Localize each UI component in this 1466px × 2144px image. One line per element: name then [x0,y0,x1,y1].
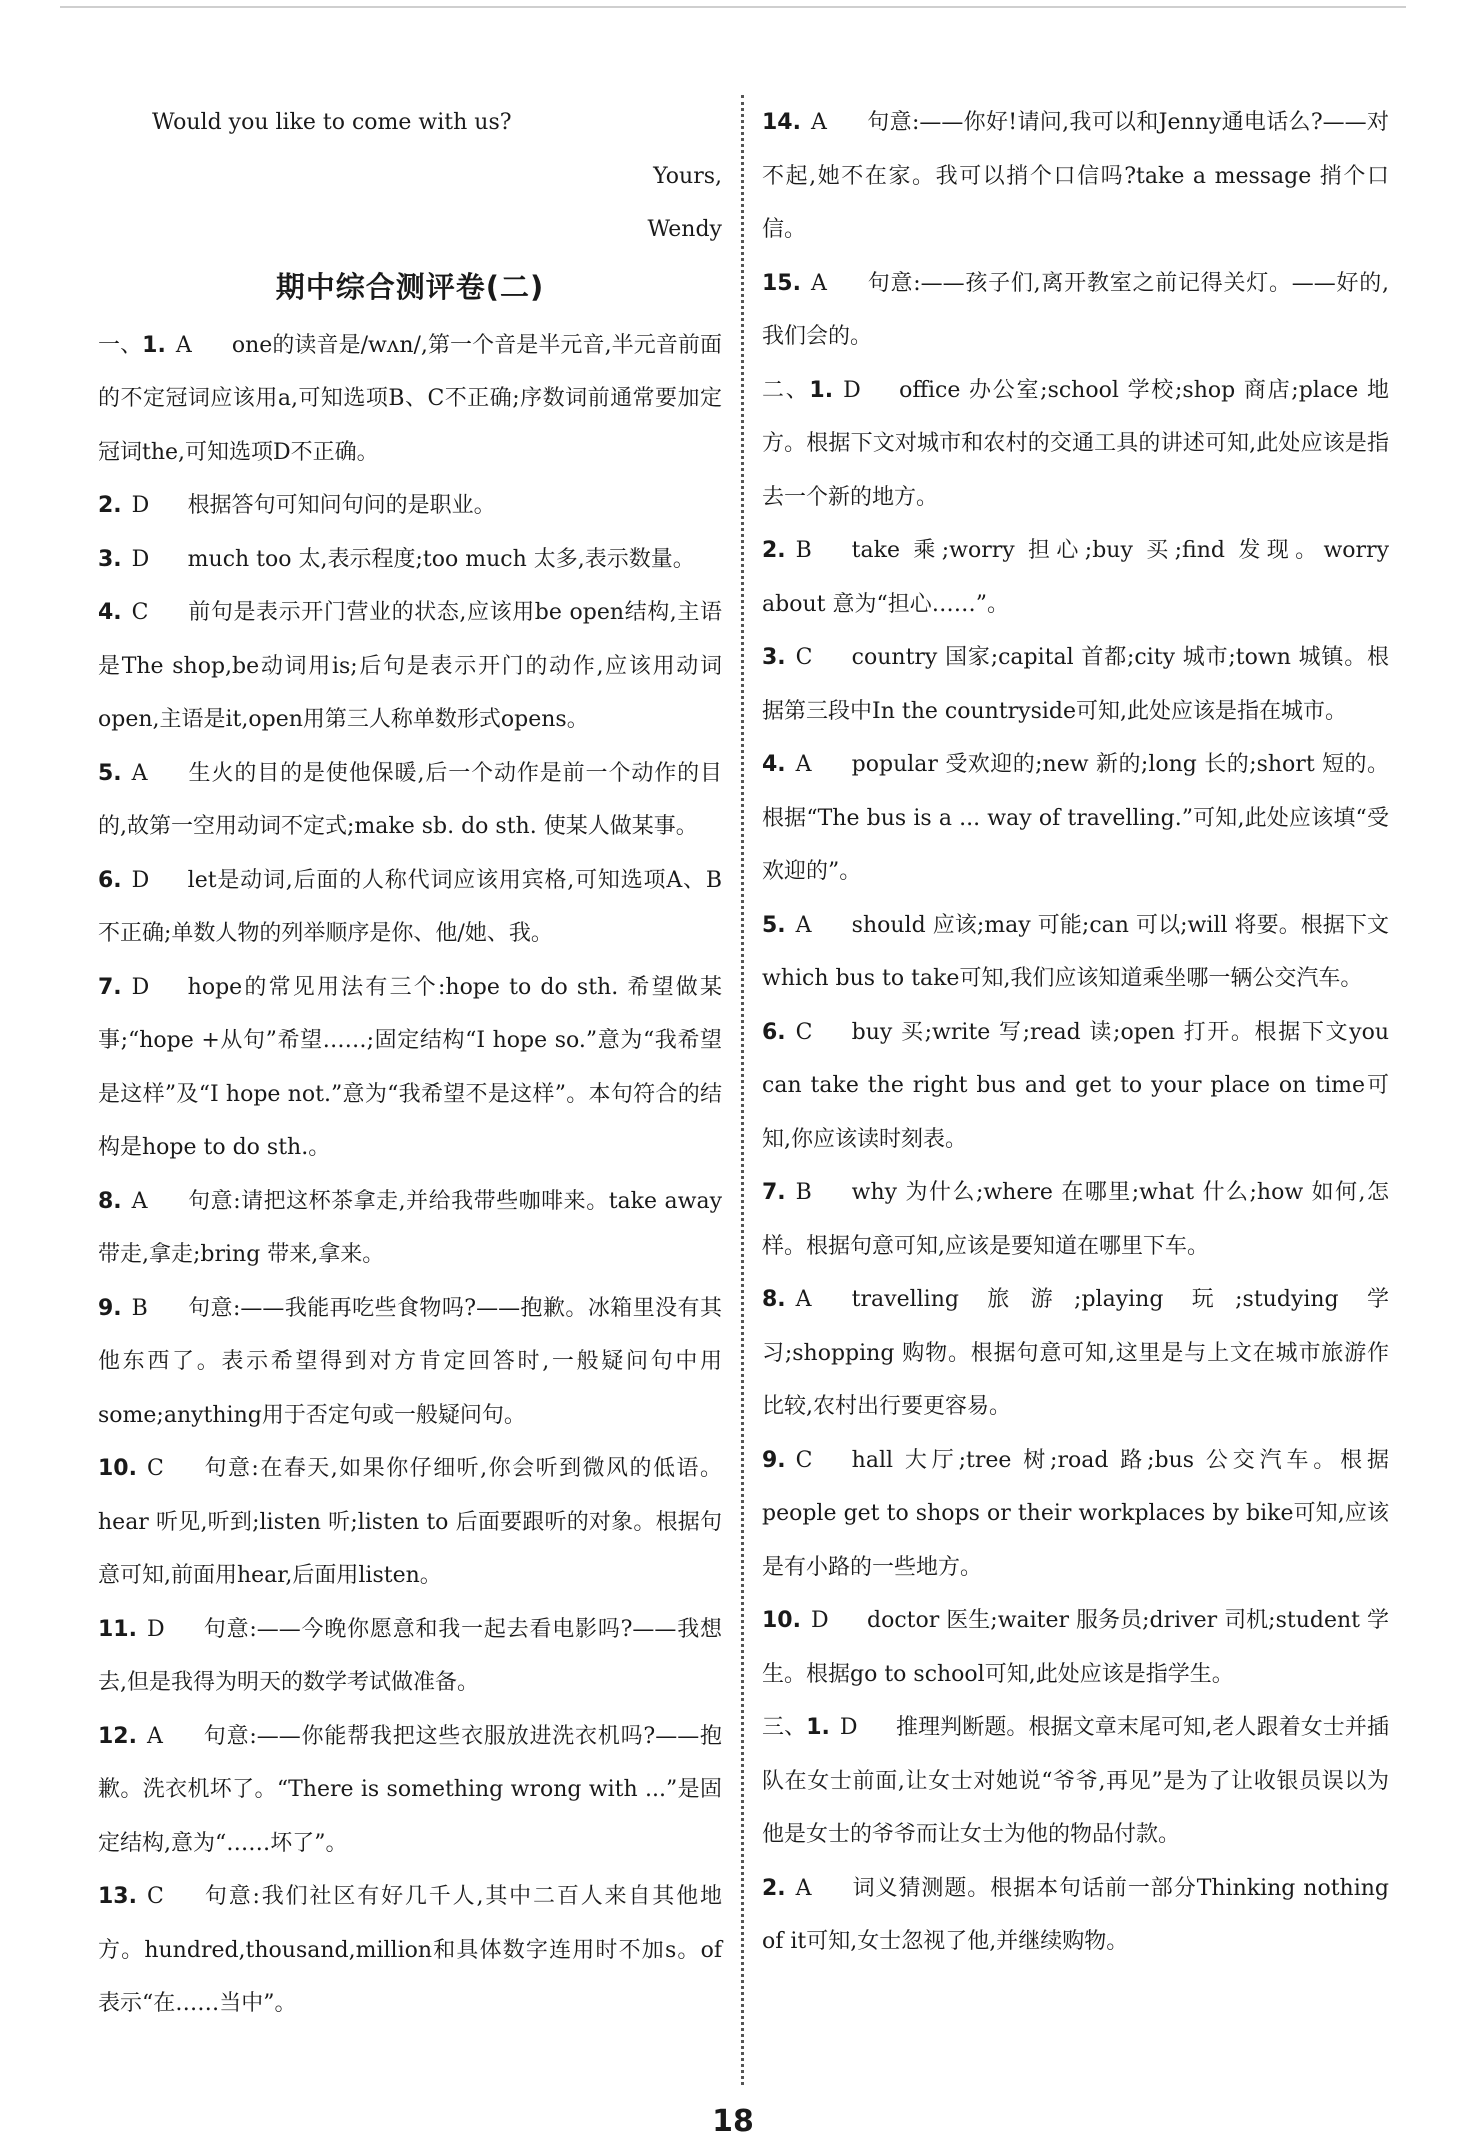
section-number: 三、 [762,1715,807,1740]
answer-letter: D [131,974,150,1000]
explanation-text: 前句是表示开门营业的状态,应该用be open结构,主语是The shop,be动词用is;后句是表示开门的动作,应该用动词open,主语是it,open用第三人称单数形式opens。 [98,600,722,732]
question-number: 2. [762,538,786,563]
answer-item [762,364,1389,525]
answer-letter: D [131,867,150,893]
answer-item [762,899,1389,1006]
question-number: 12. [98,1723,137,1749]
question-number: 9. [98,1295,122,1321]
answer-letter: A [175,332,192,358]
answer-letter: A [795,752,812,777]
explanation-text: 词义猜测题。根据本句话前一部分Thinking nothing of it可知,女士忽视了他,并继续购物。 [762,1875,1389,1954]
explanation-text: much too 太,表示程度;too much 太多,表示数量。 [187,546,695,572]
question-number: 2. [98,493,122,518]
letter-closing: Yours, [653,163,722,189]
answer-item [98,1870,722,2031]
answer-letter: A [810,110,827,135]
answer-letter: D [810,1608,829,1633]
answer-letter: A [795,1875,812,1901]
explanation-text: office 办公室;school 学校;shop 商店;place 地方。根据下文对城市和农村的交通工具的讲述可知,此处应该是指去一个新的地方。 [762,377,1389,510]
right-answer-list [762,96,1389,1969]
answer-item [762,524,1389,631]
question-number: 5. [762,912,786,938]
answer-item [762,1701,1389,1862]
question-number: 6. [98,867,122,893]
answer-item [98,747,722,854]
answer-letter: D [839,1715,858,1740]
answer-item [98,1175,722,1282]
explanation-text: doctor 医生;waiter 服务员;driver 司机;student 学生。根据go to school可知,此处应该是指学生。 [762,1608,1389,1687]
explanation-text: one的读音是/wʌn/,第一个音是半元音,半元音前面的不定冠词应该用a,可知选项B、C不正确;序数词前通常要加定冠词the,可知选项D不正确。 [98,332,722,465]
question-number: 4. [98,600,122,625]
answer-letter: B [131,1295,148,1321]
answer-letter: C [795,645,813,670]
explanation-text: travelling 旅游;playing 玩;studying 学习;shopping 购物。根据句意可知,这里是与上文在城市旅游作比较,农村出行要更容易。 [762,1287,1389,1419]
question-number: 11. [98,1616,137,1642]
answer-letter: A [146,1723,163,1749]
answer-item [98,854,722,961]
answer-letter: C [795,1447,813,1473]
answer-letter: C [795,1019,813,1045]
question-number: 1. [806,1715,830,1740]
question-number: 15. [762,270,801,296]
explanation-text: let是动词,后面的人称代词应该用宾格,可知选项A、B不正确;单数人物的列举顺序是你、他/她、我。 [98,867,722,946]
answer-item [762,257,1389,364]
answer-item [762,1434,1389,1595]
answer-item [98,1442,722,1603]
explanation-text: 句意:——今晚你愿意和我一起去看电影吗?——我想去,但是我得为明天的数学考试做准备。 [98,1616,722,1695]
explanation-text: popular 受欢迎的;new 新的;long 长的;short 短的。根据“The bus is a ... way of travelling.”可知,此处应该填“受欢迎的”。 [762,752,1389,884]
question-number: 7. [98,974,122,1000]
answer-letter: A [131,760,148,786]
column-divider [741,95,744,2085]
question-number: 9. [762,1447,786,1473]
answer-letter: A [810,270,827,296]
answer-item [762,1862,1389,1969]
explanation-text: should 应该;may 可能;can 可以;will 将要。根据下文which bus to take可知,我们应该知道乘坐哪一辆公交汽车。 [762,912,1389,991]
letter-line: Would you like to come with us? [152,110,512,135]
answer-item [762,631,1389,738]
question-number: 5. [98,760,122,786]
question-number: 7. [762,1180,786,1205]
section-number: 一、 [98,332,143,358]
answer-letter: D [843,377,861,403]
explanation-text: take 乘;worry 担心;buy 买;find 发现。worry about 意为“担心……”。 [762,538,1389,617]
top-rule [60,6,1406,8]
explanation-text: 句意:——你能帮我把这些衣服放进洗衣机吗?——抱歉。洗衣机坏了。“There is something wrong with ...”是固定结构,意为“……坏了”。 [98,1723,722,1856]
answer-item [762,1273,1389,1434]
explanation-text: 句意:请把这杯茶拿走,并给我带些咖啡来。take away 带走,拿走;bring 带来,拿来。 [98,1188,722,1267]
section-number: 二、 [762,377,810,403]
answer-item [762,738,1389,899]
answer-letter: D [131,493,150,518]
explanation-text: 句意:——我能再吃些食物吗?——抱歉。冰箱里没有其他东西了。表示希望得到对方肯定回答时,一般疑问句中用some;anything用于否定句或一般疑问句。 [98,1295,722,1428]
answer-letter: C [146,1884,164,1909]
answer-item [762,1166,1389,1273]
question-number: 10. [98,1456,137,1481]
explanation-text: buy 买;write 写;read 读;open 打开。根据下文you can take the right bus and get to your place on time可知,你应该读时刻表。 [762,1019,1389,1152]
answer-letter: A [795,912,812,938]
answer-item [762,1594,1389,1701]
explanation-text: why 为什么;where 在哪里;what 什么;how 如何,怎样。根据句意可知,应该是要知道在哪里下车。 [762,1180,1389,1259]
answer-item [98,961,722,1175]
answer-letter: A [795,1287,812,1312]
answer-item [98,586,722,747]
answer-item [762,96,1389,257]
question-number: 14. [762,110,801,135]
answer-item [98,533,722,587]
explanation-text: 句意:在春天,如果你仔细听,你会听到微风的低语。hear 听见,听到;listen 听;listen to 后面要跟听的对象。根据句意可知,前面用hear,后面用listen。 [98,1456,722,1588]
answer-item [98,1603,722,1710]
question-number: 6. [762,1019,786,1045]
left-column [98,96,722,2031]
answer-letter: B [795,1180,812,1205]
right-column [762,96,1389,1969]
explanation-text: 句意:——你好!请问,我可以和Jenny通电话么?——对不起,她不在家。我可以捎个口信吗?take a message 捎个口信。 [762,110,1389,242]
question-number: 3. [762,645,786,670]
answer-item [98,479,722,533]
question-number: 8. [98,1188,122,1214]
question-number: 4. [762,752,786,777]
explanation-text: hall 大厅;tree 树;road 路;bus 公交汽车。根据people get to shops or their workplaces by bike可知,应该是有小路的一些地方。 [762,1447,1389,1580]
page-number: 18 [712,2104,754,2139]
explanation-text: hope的常见用法有三个:hope to do sth. 希望做某事;“hope +从句”希望……;固定结构“I hope so.”意为“我希望是这样”及“I hope not.”意为“我希望不是这样”。本句符合的结构是hope to do sth.。 [98,974,722,1160]
answer-item [98,1282,722,1443]
answer-item [762,1006,1389,1167]
answer-letter: D [131,546,150,572]
answer-letter: A [131,1188,148,1214]
question-number: 10. [762,1608,801,1633]
explanation-text: 句意:——孩子们,离开教室之前记得关灯。——好的,我们会的。 [762,270,1389,349]
section-title: 期中综合测评卷(二) [275,269,545,304]
question-number: 1. [809,377,834,403]
question-number: 3. [98,546,122,572]
answer-item [98,319,722,480]
answer-letter: C [131,600,149,625]
answer-item [98,1710,722,1871]
explanation-text: 根据答句可知问句问的是职业。 [187,493,496,518]
explanation-text: 生火的目的是使他保暖,后一个动作是前一个动作的目的,故第一空用动词不定式;make sb. do sth. 使某人做某事。 [98,760,722,839]
answer-letter: D [146,1616,165,1642]
answer-letter: B [795,538,812,563]
question-number: 8. [762,1287,786,1312]
question-number: 1. [142,332,166,358]
question-number: 13. [98,1884,137,1909]
letter-signature: Wendy [647,217,722,242]
question-number: 2. [762,1875,786,1901]
explanation-text: country 国家;capital 首都;city 城市;town 城镇。根据第三段中In the countryside可知,此处应该是指在城市。 [762,645,1389,724]
left-answer-list [98,319,722,2031]
explanation-text: 推理判断题。根据文章末尾可知,老人跟着女士并插队在女士前面,让女士对她说“爷爷,再见”是为了让收银员误以为他是女士的爷爷而让女士为他的物品付款。 [762,1715,1389,1847]
answer-letter: C [146,1456,164,1481]
explanation-text: 句意:我们社区有好几千人,其中二百人来自其他地方。hundred,thousand,million和具体数字连用时不加s。of 表示“在……当中”。 [98,1884,722,2016]
